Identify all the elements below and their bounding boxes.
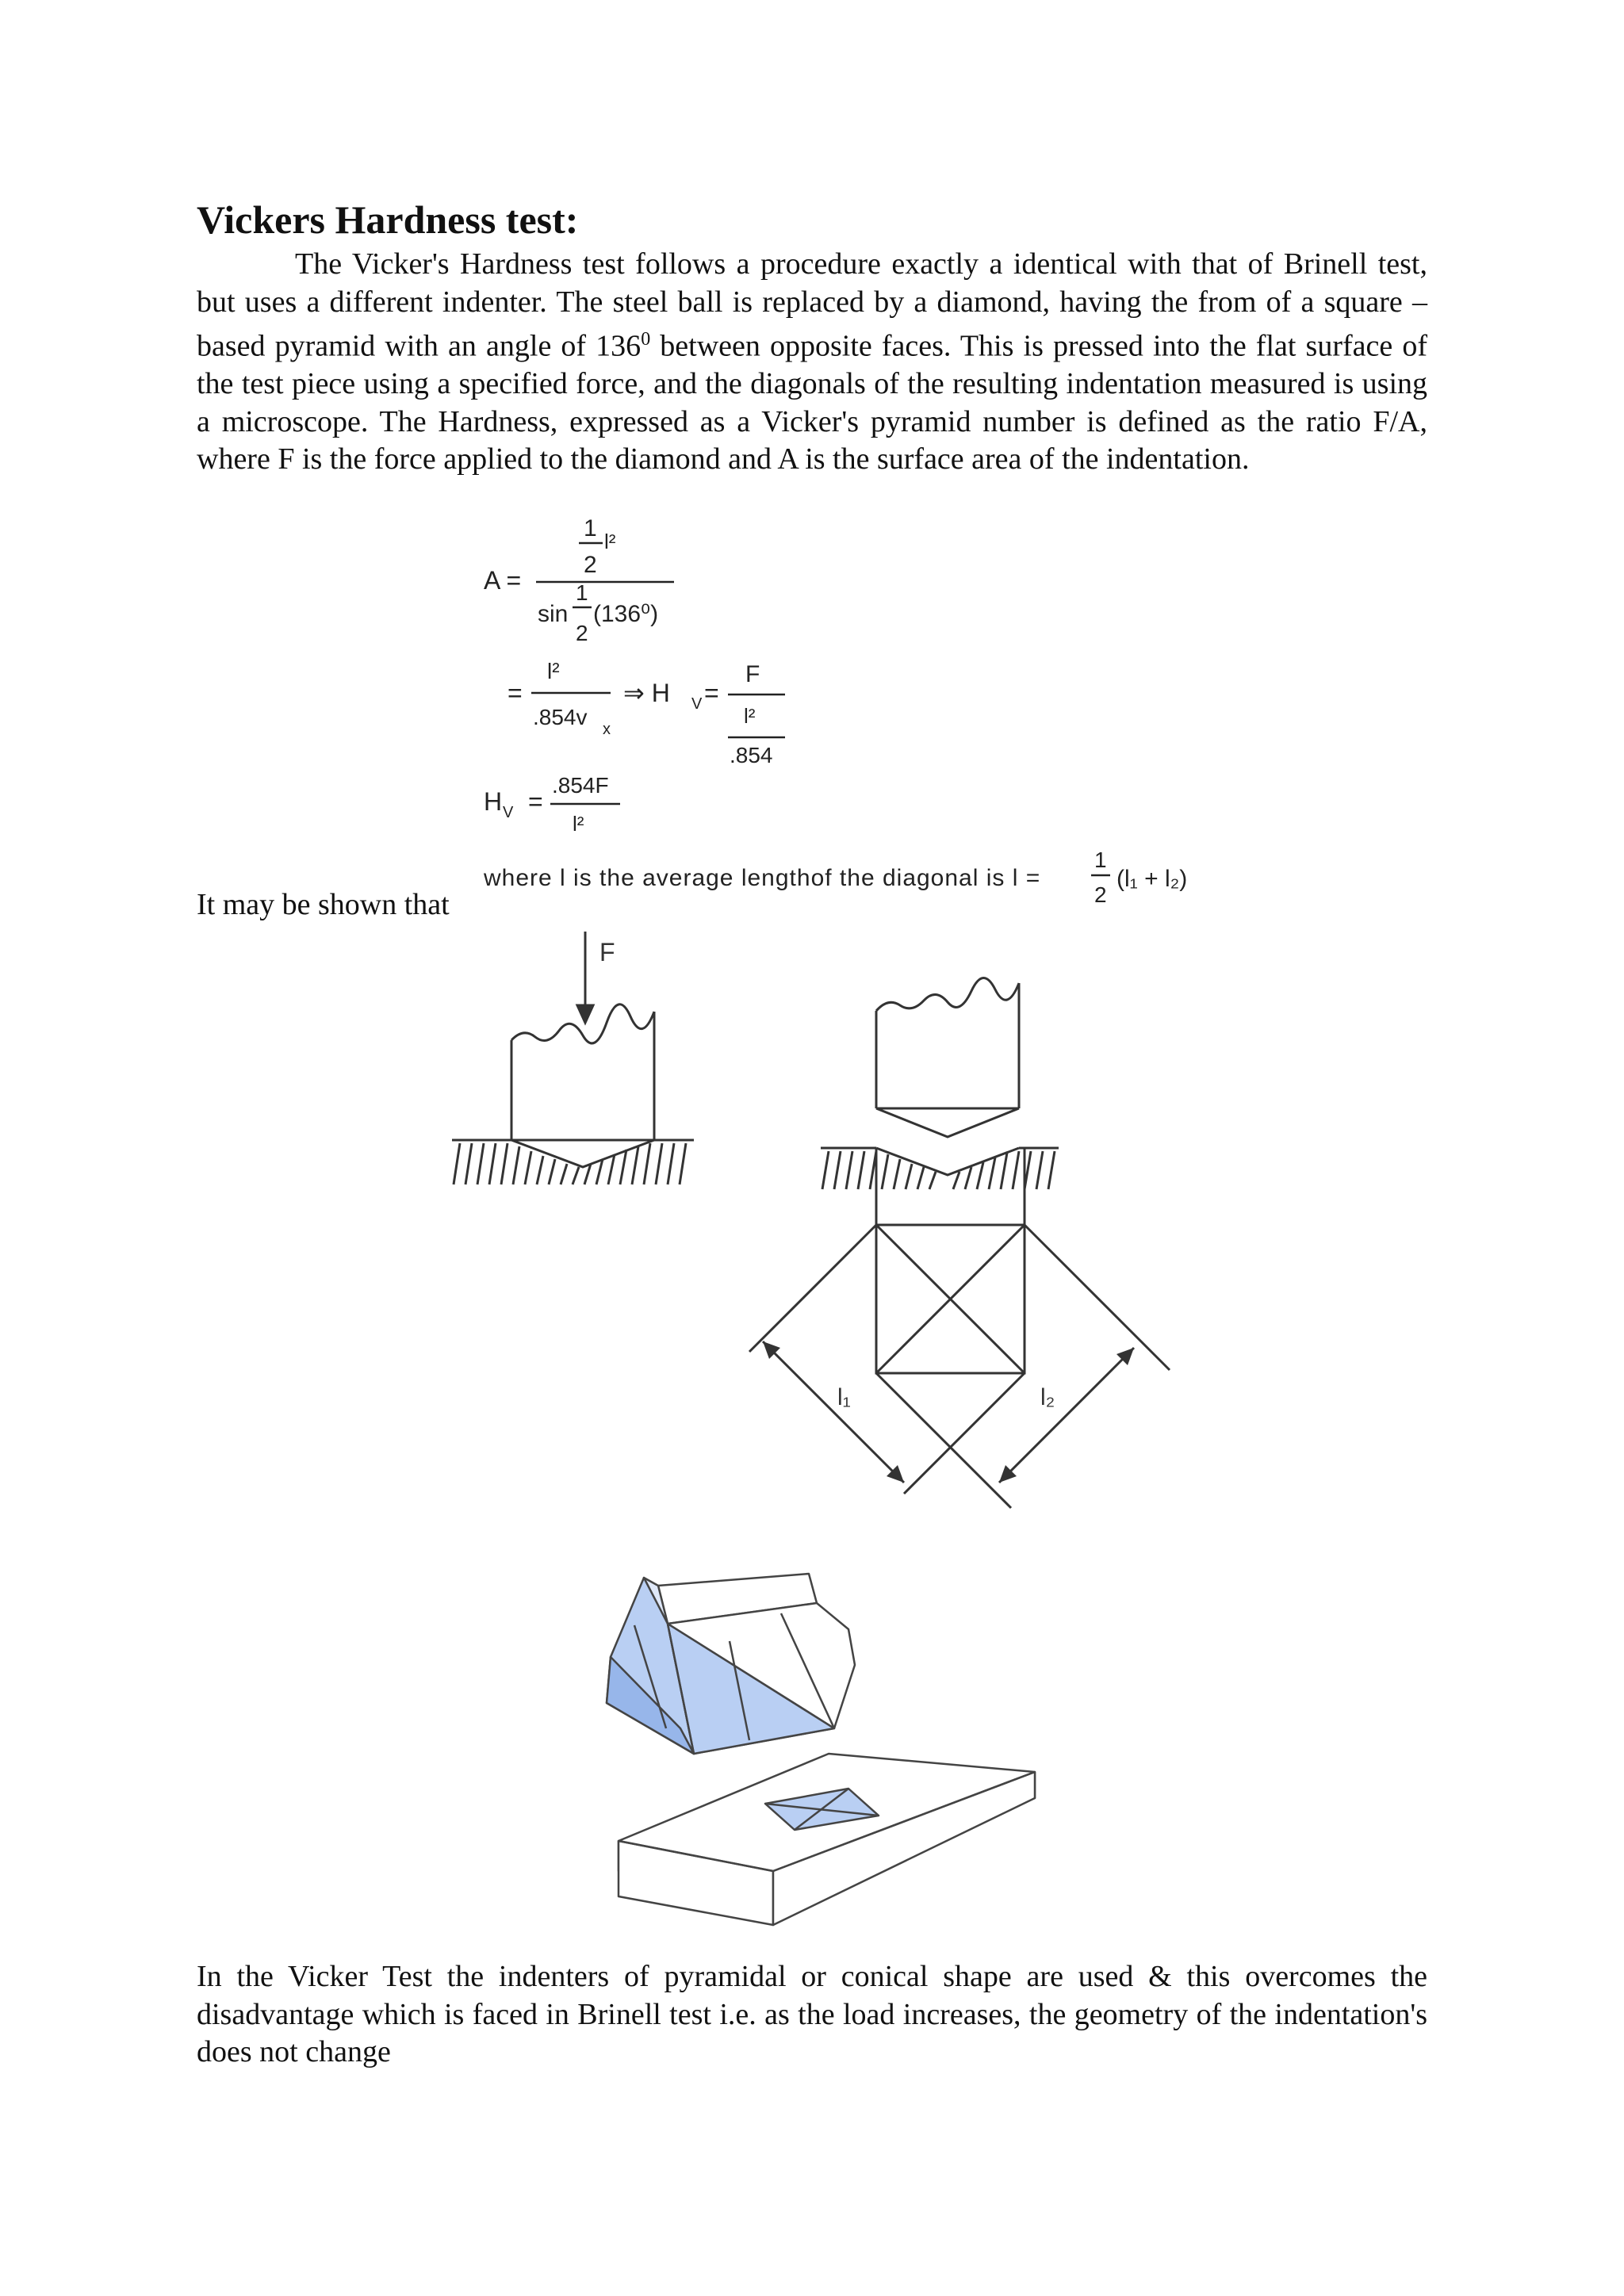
formula-l-squared-2: l² (547, 659, 560, 683)
page-title: Vickers Hardness test: (197, 197, 579, 242)
formula-block (0, 0, 1624, 920)
formula-half-den-2: 2 (576, 621, 588, 645)
dimension-line-l2 (999, 1348, 1134, 1483)
formula-hv-final-den: l² (573, 812, 584, 836)
formula-half-num-2: 1 (576, 580, 588, 605)
indentation-diagonal-1 (876, 1225, 1025, 1373)
formula-hv-final-sub: V (503, 804, 514, 821)
dimension-line-l1 (763, 1341, 904, 1483)
indentation-diagonal-2 (876, 1225, 1025, 1373)
formula-equals: = (508, 679, 523, 707)
force-label: F (599, 938, 615, 966)
formula-hv-final: H (484, 787, 503, 816)
formula-hv-final-num: .854F (552, 773, 609, 798)
right-indenter-tip (876, 1108, 1019, 1137)
intro-text-2: between opposite faces. This is pressed into the flat surface of the test piece using a specified force, and the diagonals of the resulting indentation measured is using a microscope. The Hardness, expressed as a Vicker's pyramid number is defined as the ratio F/A, where F is the force applied to the diamond and A is the surface area of the indentation. (197, 329, 1427, 476)
formula-l-squared: l² (604, 530, 616, 553)
right-surface-hatch (822, 1151, 1055, 1189)
formula-hv-equals: = (704, 679, 719, 707)
diag-label-l2: l₂ (1040, 1384, 1055, 1410)
indentation-profile (876, 1148, 1019, 1175)
formula-where-text: where l is the average lengthof the diagonal is l = (484, 865, 1041, 891)
left-surface-hatch (454, 1143, 686, 1184)
formula-avg-half-den: 2 (1094, 882, 1107, 907)
formula-hv-final-equals: = (528, 787, 543, 816)
formula-k: .854 (730, 743, 773, 767)
shown-that-text: It may be shown that (197, 888, 450, 921)
formula-half-den: 2 (584, 552, 597, 578)
formula-half-num: 1 (584, 515, 597, 541)
formula-angle: (136⁰) (593, 601, 659, 627)
formula-hv-sub: V (691, 695, 703, 713)
diag-label-l1: l₁ (837, 1384, 851, 1410)
formula-avg-expr: (l₁ + l₂) (1116, 866, 1188, 892)
formula-sub-x: x (603, 721, 611, 738)
formula-denominator: .854v (533, 705, 588, 729)
indentation-square (876, 1225, 1025, 1373)
formula-f: F (745, 661, 760, 687)
degree-superscript: 0 (641, 329, 651, 350)
force-arrow-head (577, 1005, 593, 1023)
formula-avg-half-num: 1 (1094, 848, 1107, 872)
formula-implies-hv: ⇒ H (623, 679, 670, 707)
formula-a-label: A = (484, 566, 522, 595)
test-block-3d (619, 1754, 1035, 1925)
diamond-indenter-3d (607, 1574, 855, 1754)
intro-text-1: The Vicker's Hardness test follows a procedure exactly a identical with that of Brinell test, but uses a different indenter. The steel ball is replaced by a diamond, having the from of a square – based pyramid with an angle of 136 (197, 247, 1427, 363)
left-indenter-break (511, 1004, 654, 1043)
formula-sin: sin (538, 601, 569, 627)
right-indenter-break (876, 978, 1019, 1011)
closing-paragraph: In the Vicker Test the indenters of pyramidal or conical shape are used & this overcomes the disadvantage which is faced in Brinell test i.e. as the load increases, the geometry of the indentation's does not change (197, 1960, 1427, 2068)
left-indenter-tip (511, 1140, 654, 1167)
formula-l2: l² (744, 704, 756, 728)
